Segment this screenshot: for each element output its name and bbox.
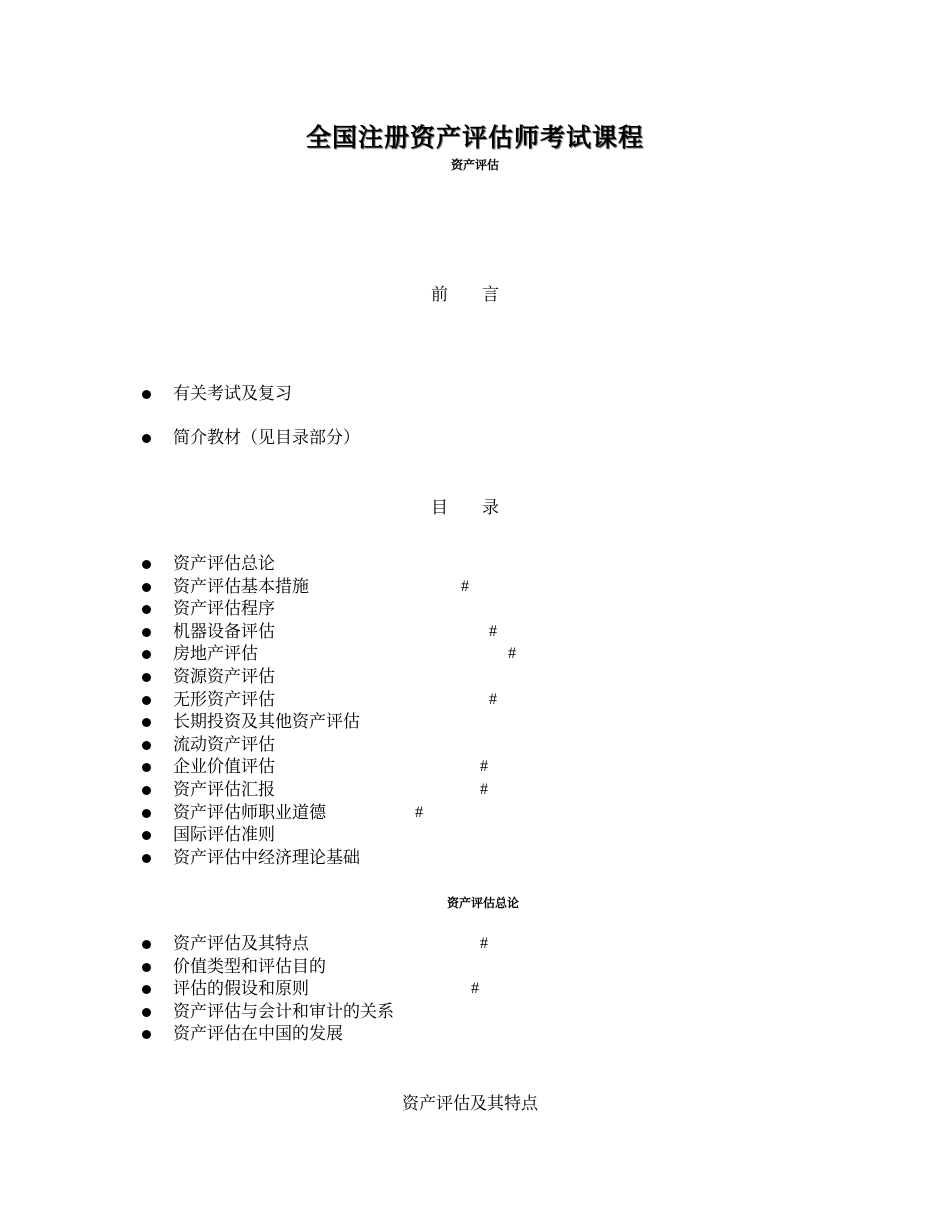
list-item-label: 资产评估基本措施 xyxy=(173,576,309,597)
hash-mark: # xyxy=(480,758,488,776)
bullet-icon xyxy=(142,786,151,795)
bullet-icon xyxy=(142,831,151,840)
hash-mark: # xyxy=(471,980,479,998)
list-item-label: 资产评估程序 xyxy=(173,599,275,620)
bullet-icon xyxy=(142,809,151,818)
list-item-label: 评估的假设和原则 xyxy=(173,979,309,1000)
bullet-icon xyxy=(142,1030,151,1039)
list-item-label: 企业价值评估 xyxy=(173,757,275,778)
list-item-label: 流动资产评估 xyxy=(173,734,275,755)
bullet-icon xyxy=(142,940,151,949)
toc-heading: 目 录 xyxy=(431,498,499,518)
list-item-label: 资产评估师职业道德 xyxy=(173,802,326,823)
list-item-label: 无形资产评估 xyxy=(173,689,275,710)
bullet-icon xyxy=(142,583,151,592)
bullet-icon xyxy=(142,434,151,443)
list-item-label: 简介教材（见目录部分） xyxy=(173,427,360,448)
list-item-label: 资产评估在中国的发展 xyxy=(173,1024,343,1045)
list-item-label: 资产评估与会计和审计的关系 xyxy=(173,1001,394,1022)
bullet-icon xyxy=(142,673,151,682)
bullet-icon xyxy=(142,560,151,569)
bullet-icon xyxy=(142,963,151,972)
list-item-label: 资产评估中经济理论基础 xyxy=(173,847,360,868)
bullet-icon xyxy=(142,741,151,750)
hash-mark: # xyxy=(415,803,423,821)
bullet-icon xyxy=(142,763,151,772)
bullet-icon xyxy=(142,628,151,637)
bullet-icon xyxy=(142,1008,151,1017)
list-item-label: 长期投资及其他资产评估 xyxy=(173,712,360,733)
document-subtitle: 资产评估 xyxy=(450,158,499,172)
bullet-icon xyxy=(142,605,151,614)
hash-mark: # xyxy=(480,935,488,952)
chapter-heading: 资产评估总论 xyxy=(446,896,519,910)
bullet-icon xyxy=(142,985,151,994)
bullet-icon xyxy=(142,390,151,399)
list-item-label: 资产评估汇报 xyxy=(173,779,275,800)
list-item-label: 国际评估准则 xyxy=(173,825,275,846)
hash-mark: # xyxy=(508,645,516,663)
hash-mark: # xyxy=(489,622,497,640)
section-heading: 资产评估及其特点 xyxy=(402,1094,538,1114)
hash-mark: # xyxy=(489,690,497,708)
list-item-label: 资产评估总论 xyxy=(173,554,275,574)
document-title: 全国注册资产评估师考试课程 xyxy=(305,123,644,152)
preface-heading: 前 言 xyxy=(431,285,499,305)
bullet-icon xyxy=(142,696,151,705)
list-item-label: 房地产评估 xyxy=(173,644,258,665)
bullet-icon xyxy=(142,718,151,727)
hash-mark: # xyxy=(461,577,469,595)
bullet-icon xyxy=(142,854,151,863)
list-item-label: 有关考试及复习 xyxy=(173,384,292,404)
list-item-label: 价值类型和评估目的 xyxy=(173,956,326,977)
hash-mark: # xyxy=(480,780,488,798)
list-item-label: 机器设备评估 xyxy=(173,621,275,642)
bullet-icon xyxy=(142,650,151,659)
list-item-label: 资产评估及其特点 xyxy=(173,934,309,954)
list-item-label: 资源资产评估 xyxy=(173,666,275,687)
